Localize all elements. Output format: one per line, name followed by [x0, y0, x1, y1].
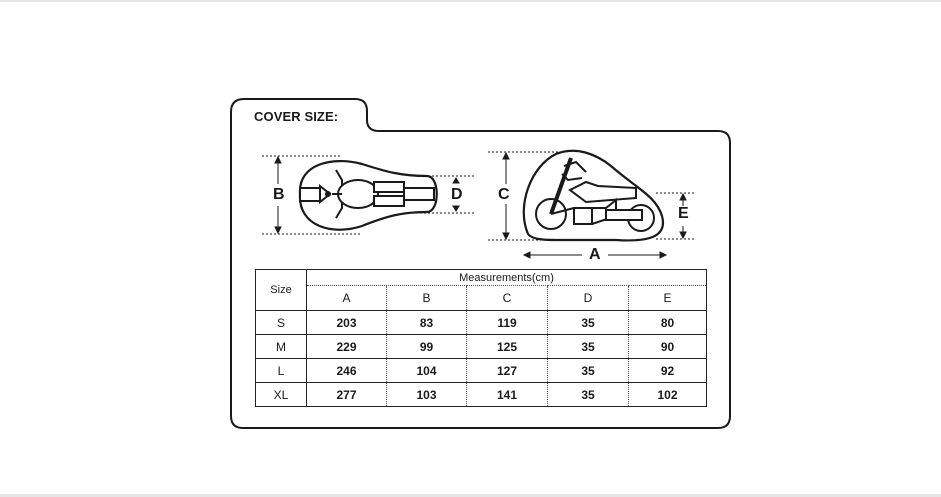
value-cell: 35 [548, 383, 629, 407]
value-cell: 125 [467, 335, 548, 359]
value-cell: 83 [387, 311, 467, 335]
size-cell: L [256, 359, 307, 383]
value-cell: 246 [307, 359, 387, 383]
size-column-header: Size [256, 270, 307, 311]
dimension-label-b: B [273, 186, 285, 203]
table-row [256, 311, 707, 335]
table-row [256, 335, 707, 359]
table-row [256, 359, 707, 383]
value-cell: 127 [467, 359, 548, 383]
value-cell: 35 [548, 335, 629, 359]
column-header-b: B [387, 286, 467, 311]
value-cell: 99 [387, 335, 467, 359]
dimension-label-c: C [498, 186, 510, 203]
value-cell: 90 [629, 335, 707, 359]
table-header-row [256, 270, 707, 286]
size-cell: XL [256, 383, 307, 407]
value-cell: 203 [307, 311, 387, 335]
value-cell: 119 [467, 311, 548, 335]
value-cell: 229 [307, 335, 387, 359]
dimension-label-e: E [678, 205, 689, 222]
size-cell: S [256, 311, 307, 335]
value-cell: 141 [467, 383, 548, 407]
value-cell: 104 [387, 359, 467, 383]
value-cell: 102 [629, 383, 707, 407]
size-cell: M [256, 335, 307, 359]
column-header-c: C [467, 286, 548, 311]
table-row [256, 383, 707, 407]
value-cell: 80 [629, 311, 707, 335]
value-cell: 35 [548, 359, 629, 383]
column-header-d: D [548, 286, 629, 311]
measurements-group-header: Measurements(cm) [307, 270, 707, 286]
column-header-e: E [629, 286, 707, 311]
motorcycle-top-view-diagram [262, 150, 477, 242]
value-cell: 35 [548, 311, 629, 335]
size-measurements-table [255, 269, 707, 407]
dimension-label-a: A [589, 246, 601, 263]
value-cell: 92 [629, 359, 707, 383]
value-cell: 277 [307, 383, 387, 407]
dimension-label-d: D [451, 186, 463, 203]
value-cell: 103 [387, 383, 467, 407]
card-title: COVER SIZE: [254, 109, 339, 124]
column-header-a: A [307, 286, 387, 311]
table-subheader-row [256, 286, 707, 311]
